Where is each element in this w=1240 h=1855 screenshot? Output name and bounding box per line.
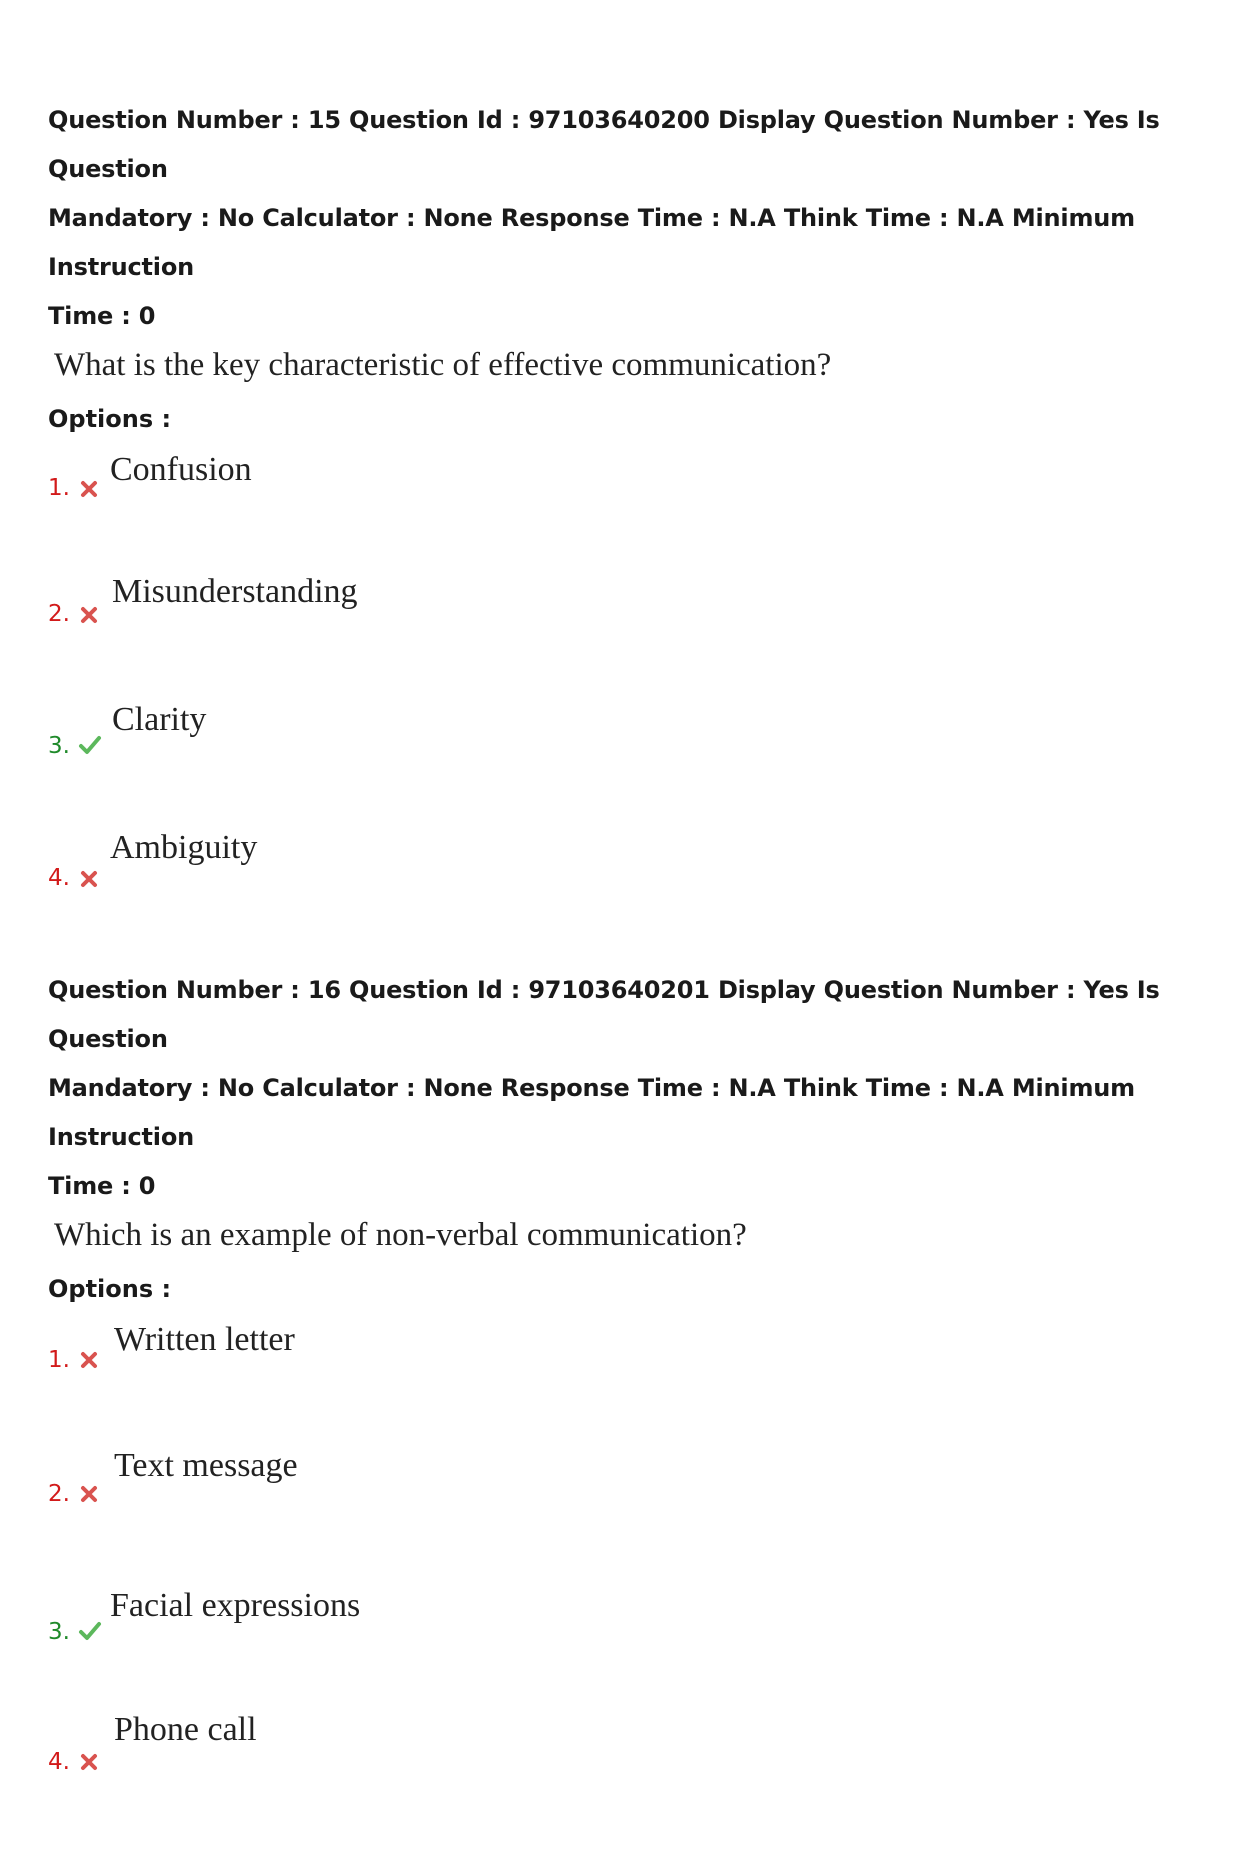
cross-icon (78, 868, 100, 890)
question-meta-line: Time : 0 (48, 1172, 156, 1200)
question-stem: Which is an example of non-verbal communication? (54, 1217, 747, 1253)
option-number: 1. (48, 475, 70, 501)
option-number: 2. (48, 1481, 70, 1507)
cross-icon (78, 478, 100, 500)
option-text: Facial expressions (110, 1587, 361, 1624)
question-meta-line: Time : 0 (48, 302, 156, 330)
option-number: 2. (48, 601, 70, 627)
question-block (48, 96, 1208, 979)
check-icon (78, 1619, 102, 1643)
option-text: Written letter (114, 1321, 295, 1358)
option-item (48, 451, 1208, 583)
question-meta-line: Question Number : 15 Question Id : 97103640200 Display Question Number : Yes Is Question (48, 106, 1160, 183)
question-meta-line: Mandatory : No Calculator : None Response Time : N.A Think Time : N.A Minimum Instruction (48, 204, 1135, 281)
option-number: 1. (48, 1347, 70, 1373)
option-text: Ambiguity (110, 829, 258, 866)
option-item (48, 701, 1208, 847)
option-item (48, 1711, 1208, 1855)
check-icon (78, 733, 102, 757)
option-text: Phone call (114, 1711, 257, 1748)
option-text: Confusion (110, 451, 252, 488)
question-stem: What is the key characteristic of effective communication? (54, 347, 832, 383)
option-item (48, 1587, 1208, 1723)
option-text: Clarity (112, 701, 207, 738)
cross-icon (78, 1751, 100, 1773)
question-meta-line: Mandatory : No Calculator : None Response Time : N.A Think Time : N.A Minimum Instruction (48, 1074, 1135, 1151)
cross-icon (78, 1483, 100, 1505)
option-item (48, 1321, 1208, 1459)
option-number: 3. (48, 733, 70, 759)
option-number: 4. (48, 1749, 70, 1775)
option-number: 3. (48, 1619, 70, 1645)
options-label: Options : (48, 1275, 172, 1303)
options-label: Options : (48, 405, 172, 433)
question-meta-line: Question Number : 16 Question Id : 97103640201 Display Question Number : Yes Is Question (48, 976, 1160, 1053)
option-text: Text message (114, 1447, 298, 1484)
option-item (48, 829, 1208, 979)
option-item (48, 573, 1208, 715)
question-block (48, 966, 1208, 1855)
cross-icon (78, 1349, 100, 1371)
cross-icon (78, 604, 100, 626)
option-item (48, 1447, 1208, 1591)
option-number: 4. (48, 865, 70, 891)
option-text: Misunderstanding (112, 573, 358, 610)
